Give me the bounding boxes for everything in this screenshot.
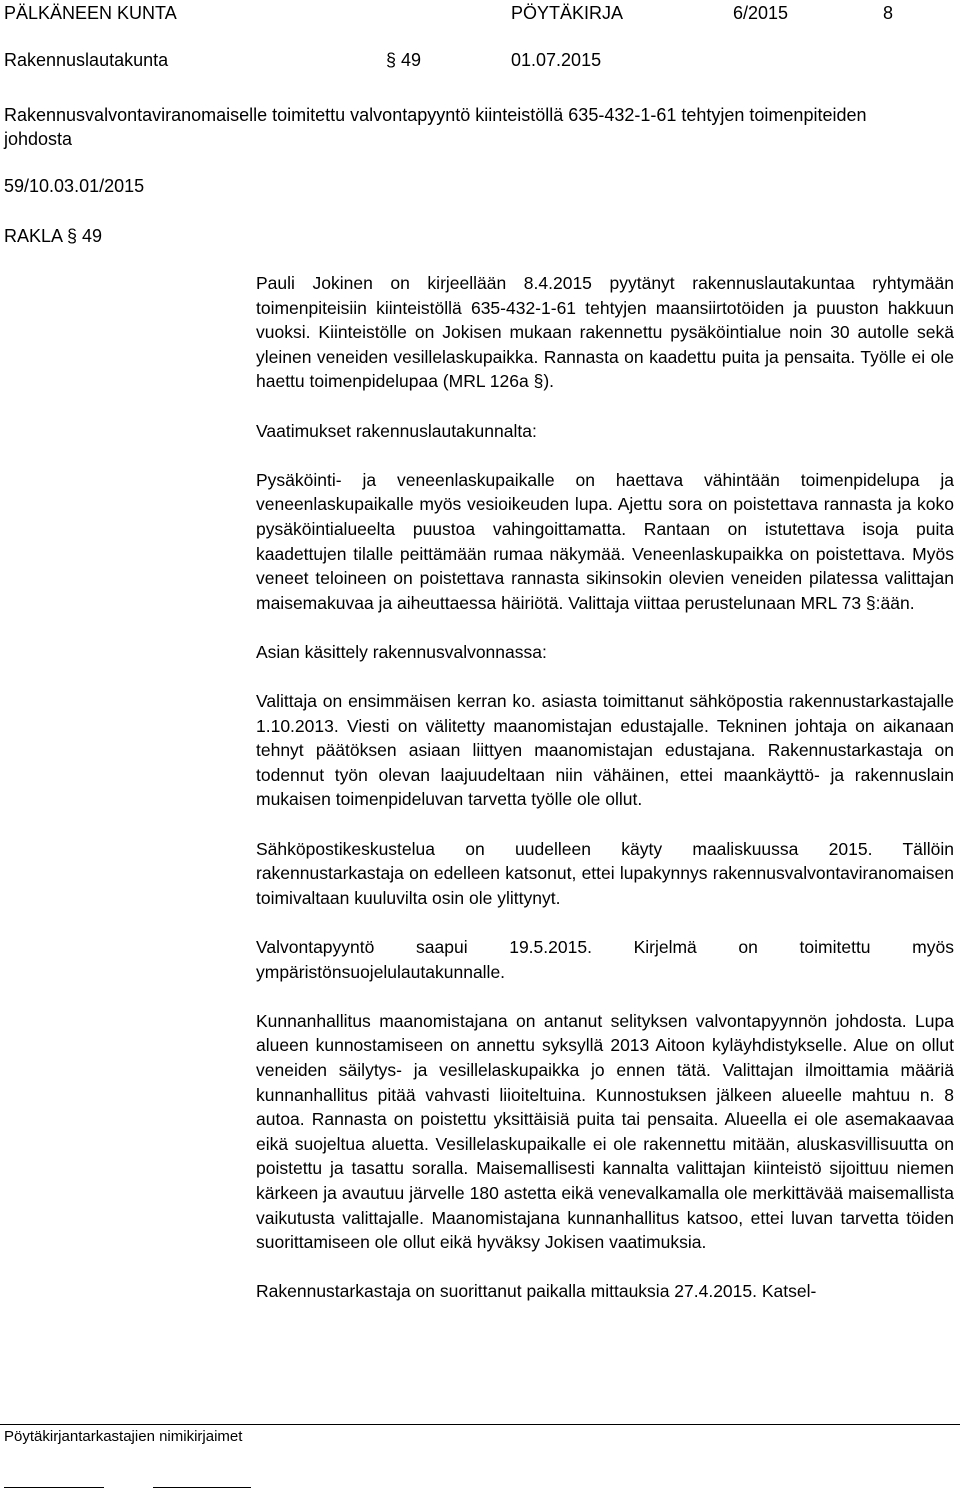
document-number: 6/2015 [733,3,789,23]
paragraph: Sähköpostikeskustelua on uudelleen käyty maaliskuussa 2015. Tällöin rakennustarkastaja on edelleen katsonut, ettei lupakynnys rakennusvalvontaviranomaisen toimivaltaan kuuluvilta osin ole ylittynyt. [256,838,954,908]
paragraph: Kunnanhallitus maanomistajana on antanut selityksen valvontapyynnön johdosta. Lupa alueen kunnostamiseen on annettu syksyllä 2013 Aitoon kyläyhdistykselle. Alue on ollut veneiden säilytys- ja vesillelaskupaikka jo ennen tätä. Valittajan ilmoittamia määriä kunnanhallitus pitää vahvasti liioiteltuina. Kunnostuksen jälkeen alueelle mahtuu n. 8 autoa. Rannasta on poistettu yksittäisiä puita tai pensaita. Alueella ei ole asemakaavaa eikä suojeltua aluetta. Vesillelaskupaikalle ei ole rakennettu mitään, aluskasvillisuutta on poistettu ja tasattu soralla. Maisemallisesti kannalta valittajan kiinteistö sijoittuu niemen kärkeen ja avautuu järvelle 180 astetta eikä venevalkamalla ole merkittävää maisemallista vaikutusta valittajalle. Maanomistajana kunnanhallitus katsoo, ettei luvan tarvetta töiden suorittamiseen ole ollut eikä hyväksy Jokisen vaatimuksia. [256,1010,954,1253]
document-type: PÖYTÄKIRJA [511,3,624,23]
paragraph: Valittaja on ensimmäisen kerran ko. asiasta toimittanut sähköpostia rakennustarkastajalle 1.10.2013. Viesti on välitetty maanomistajan edustajalle. Tekninen johtaja on aikanaan tehnyt päätöksen asiaan liittyen maanomistajan edustajana. Rakennustarkastaja on todennut työn olevan laajuudeltaan niin vähäinen, ettei maankäyttö- ja rakennuslain mukaisen toimenpideluvan tarvetta työlle ole ollut. [256,691,954,810]
paragraph: Valvontapyyntö saapui 19.5.2015. Kirjelmä on toimitettu myös ympäristönsuojelulautakunnalle. [256,937,954,982]
footer-divider [0,1424,960,1425]
meeting-date: 01.07.2015 [511,50,602,70]
page-number: 8 [883,3,894,23]
document-title: Rakennusvalvontaviranomaiselle toimitettu valvontapyyntö kiinteistöllä 635-432-1-61 tehtyjen toimenpiteiden johdosta [4,105,867,149]
diary-number: 59/10.03.01/2015 [4,176,145,196]
paragraph: Vaatimukset rakennuslautakunnalta: [256,420,537,441]
board-name: Rakennuslautakunta [4,50,169,70]
paragraph: Asian käsittely rakennusvalvonnassa: [256,641,547,662]
signature-line [4,1487,104,1488]
organization-name: PÄLKÄNEEN KUNTA [4,3,177,23]
paragraph: Pauli Jokinen on kirjeellään 8.4.2015 pyytänyt rakennuslautakuntaa ryhtymään toimenpiteisiin kiinteistöllä 635-432-1-61 tehtyjen maansiirtotöiden ja puuston hakkuun vuoksi. Kiinteistölle on Jokisen mukaan rakennettu pysäköintialue noin 30 autolle sekä yleinen veneiden vesillelaskupaikka. Rannasta on kaadettu puita ja pensaita. Työlle ei ole haettu toimenpidelupaa (MRL 126a §). [256,273,954,392]
rakla-section: RAKLA § 49 [4,226,103,246]
document-body [256,271,954,1329]
paragraph: Rakennustarkastaja on suorittanut paikalla mittauksia 27.4.2015. Katsel- [256,1281,817,1302]
footer-initials-label: Pöytäkirjantarkastajien nimikirjaimet [4,1428,243,1445]
signature-line [153,1487,251,1488]
document-header [0,0,960,80]
section-number: § 49 [386,50,422,70]
paragraph: Pysäköinti- ja veneenlaskupaikalle on haettava vähintään toimenpidelupa ja veneenlaskupaikalle myös vesioikeuden lupa. Ajettu sora on poistettava rannasta ja koko pysäköintialueelta puustoa vahingoittamatta. Rantaan on istutettava isoja puita kaadettujen tilalle peittämään rumaa näkymää. Veneenlaskupaikka on poistettava. Myös veneet teloineen on poistettava rannasta sikinsokin olevien veneiden pilatessa valittajan maisemakuvaa ja aiheuttaessa häiriötä. Valittaja viittaa perustelunaan MRL 73 §:ään. [256,469,954,613]
